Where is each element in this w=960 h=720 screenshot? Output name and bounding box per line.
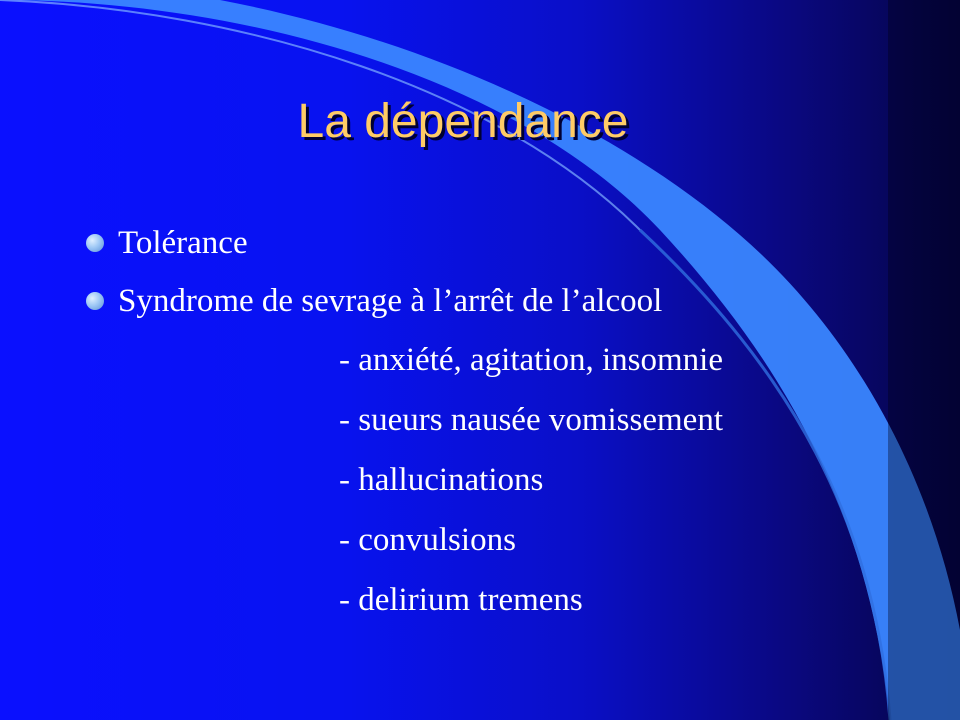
sub-item: - sueurs nausée vomissement bbox=[339, 402, 723, 438]
sub-item: - delirium tremens bbox=[339, 582, 583, 618]
slide-content bbox=[86, 214, 886, 630]
bullet-dot-icon bbox=[86, 234, 104, 252]
sub-item: - anxiété, agitation, insomnie bbox=[339, 342, 723, 378]
bullet-text: Tolérance bbox=[118, 225, 248, 261]
bullet-text: Syndrome de sevrage à l’arrêt de l’alcool bbox=[118, 283, 663, 319]
withdrawal-symptoms-list bbox=[86, 330, 886, 630]
bullet-item-syndrome bbox=[86, 272, 886, 330]
sub-item: - hallucinations bbox=[339, 462, 544, 498]
bullet-dot-icon bbox=[86, 292, 104, 310]
bullet-item-tolerance bbox=[86, 214, 886, 272]
sub-item: - convulsions bbox=[339, 522, 516, 558]
slide-title: La dépendance bbox=[297, 95, 629, 148]
